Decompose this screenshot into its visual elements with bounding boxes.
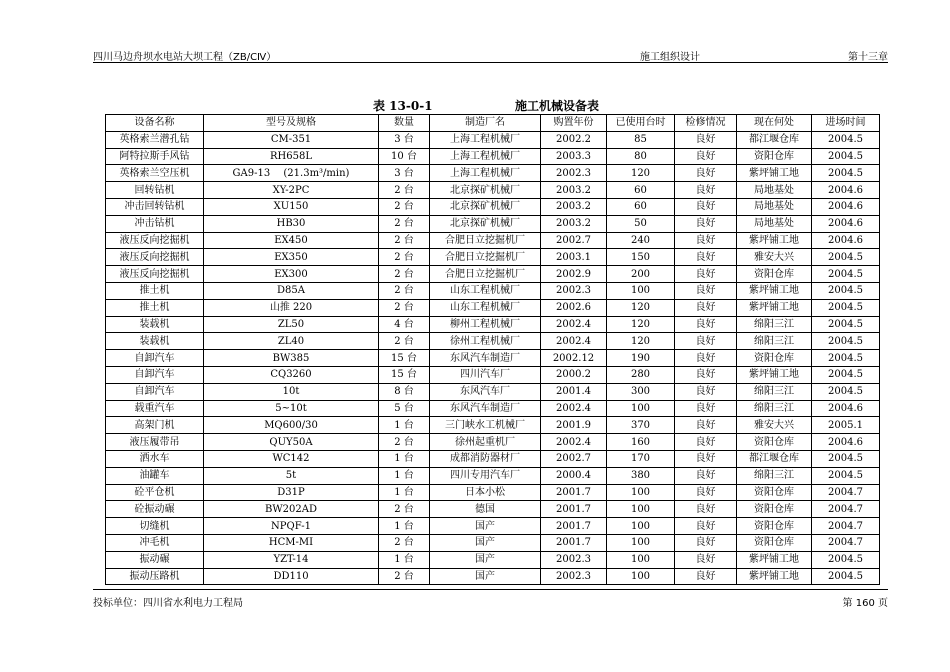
table-cell: 冲毛机 <box>106 534 204 551</box>
table-cell: 良好 <box>675 165 737 182</box>
table-row <box>106 266 880 283</box>
table-cell: 100 <box>607 551 675 568</box>
table-cell: EX350 <box>204 249 379 266</box>
table-cell: 150 <box>607 249 675 266</box>
table-cell: WC142 <box>204 450 379 467</box>
table-row <box>106 198 880 215</box>
table-cell: NPQF-1 <box>204 518 379 535</box>
table-cell: 合肥日立挖掘机厂 <box>430 266 541 283</box>
table-cell: 2000.2 <box>541 366 607 383</box>
table-cell: 良好 <box>675 148 737 165</box>
table-cell: 自卸汽车 <box>106 366 204 383</box>
table-cell: 10t <box>204 383 379 400</box>
table-row <box>106 249 880 266</box>
table-row <box>106 165 880 182</box>
table-cell: 100 <box>607 518 675 535</box>
table-cell: 2003.1 <box>541 249 607 266</box>
table-cell: 2002.4 <box>541 333 607 350</box>
column-header: 检修情况 <box>675 115 737 132</box>
table-cell: XU150 <box>204 198 379 215</box>
table-cell: 良好 <box>675 484 737 501</box>
table-cell: 冲击回转钻机 <box>106 198 204 215</box>
table-cell: DD110 <box>204 568 379 585</box>
table-cell: 液压履带吊 <box>106 434 204 451</box>
table-cell: BW202AD <box>204 501 379 518</box>
chapter-label: 第十三章 <box>848 52 888 63</box>
table-cell: MQ600/30 <box>204 417 379 434</box>
column-header: 进场时间 <box>812 115 880 132</box>
table-cell: 国产 <box>430 534 541 551</box>
table-cell: 2004.5 <box>812 366 880 383</box>
column-header: 制造厂名 <box>430 115 541 132</box>
table-cell: 徐州工程机械厂 <box>430 333 541 350</box>
table-cell: 2004.6 <box>812 232 880 249</box>
table-number: 表 13-0-1 <box>373 99 433 113</box>
table-cell: 山东工程机械厂 <box>430 282 541 299</box>
table-cell: 280 <box>607 366 675 383</box>
table-cell: 良好 <box>675 366 737 383</box>
table-cell: 2002.3 <box>541 551 607 568</box>
table-cell: 120 <box>607 316 675 333</box>
table-cell: 2002.3 <box>541 165 607 182</box>
table-cell: 2001.7 <box>541 501 607 518</box>
table-cell: 资阳仓库 <box>737 484 812 501</box>
table-cell: 3 台 <box>379 165 430 182</box>
table-cell: 2002.4 <box>541 400 607 417</box>
section-name: 施工组织设计 <box>640 52 700 63</box>
table-cell: 300 <box>607 383 675 400</box>
table-cell: 1 台 <box>379 417 430 434</box>
table-cell: 资阳仓库 <box>737 518 812 535</box>
table-cell: 绵阳三江 <box>737 400 812 417</box>
column-header: 数量 <box>379 115 430 132</box>
table-cell: 2 台 <box>379 333 430 350</box>
table-cell: BW385 <box>204 350 379 367</box>
table-cell: 洒水车 <box>106 450 204 467</box>
table-cell: 装载机 <box>106 333 204 350</box>
table-cell: 380 <box>607 467 675 484</box>
table-cell: 英格索兰空压机 <box>106 165 204 182</box>
table-row <box>106 350 880 367</box>
table-cell: 砼振动碾 <box>106 501 204 518</box>
table-cell: 2002.7 <box>541 450 607 467</box>
column-header: 设备名称 <box>106 115 204 132</box>
table-cell: 良好 <box>675 215 737 232</box>
table-body <box>106 131 880 585</box>
table-cell: 日本小松 <box>430 484 541 501</box>
table-cell: 资阳仓库 <box>737 534 812 551</box>
table-cell: 2004.5 <box>812 282 880 299</box>
bidder-label: 投标单位：四川省水利电力工程局 <box>93 598 243 609</box>
table-cell: 冲击钻机 <box>106 215 204 232</box>
table-cell: 局地基处 <box>737 215 812 232</box>
table-cell: 4 台 <box>379 316 430 333</box>
table-cell: 2004.5 <box>812 467 880 484</box>
table-cell: 都江堰仓库 <box>737 131 812 148</box>
table-cell: 高架门机 <box>106 417 204 434</box>
table-cell: 2004.5 <box>812 551 880 568</box>
table-cell: 良好 <box>675 232 737 249</box>
table-cell: 自卸汽车 <box>106 383 204 400</box>
table-cell: 良好 <box>675 534 737 551</box>
table-cell: 阿特拉斯手风钻 <box>106 148 204 165</box>
table-cell: 2005.1 <box>812 417 880 434</box>
table-cell: 2002.4 <box>541 316 607 333</box>
table-cell: 都江堰仓库 <box>737 450 812 467</box>
table-cell: 上海工程机械厂 <box>430 131 541 148</box>
page-footer <box>93 594 888 608</box>
table-cell: 2001.7 <box>541 534 607 551</box>
table-cell: 良好 <box>675 182 737 199</box>
table-cell: 良好 <box>675 568 737 585</box>
table-cell: 2004.6 <box>812 198 880 215</box>
table-cell: 2 台 <box>379 232 430 249</box>
table-cell: 徐州起重机厂 <box>430 434 541 451</box>
table-cell: 2 台 <box>379 534 430 551</box>
table-cell: 2001.9 <box>541 417 607 434</box>
table-cell: 良好 <box>675 299 737 316</box>
table-cell: 国产 <box>430 568 541 585</box>
table-cell: 2002.3 <box>541 282 607 299</box>
table-cell: CQ3260 <box>204 366 379 383</box>
table-cell: 2 台 <box>379 215 430 232</box>
table-cell: 局地基处 <box>737 182 812 199</box>
table-cell: 良好 <box>675 316 737 333</box>
table-row <box>106 467 880 484</box>
table-cell: 东风汽车制造厂 <box>430 400 541 417</box>
table-cell: 2004.5 <box>812 131 880 148</box>
table-cell: 170 <box>607 450 675 467</box>
table-cell: 2002.6 <box>541 299 607 316</box>
table-cell: 2002.2 <box>541 131 607 148</box>
table-cell: ZL50 <box>204 316 379 333</box>
table-cell: 雅安大兴 <box>737 417 812 434</box>
table-cell: 2004.5 <box>812 333 880 350</box>
table-cell: 2004.5 <box>812 249 880 266</box>
table-cell: 2 台 <box>379 249 430 266</box>
column-header: 购置年份 <box>541 115 607 132</box>
column-header: 已使用台时 <box>607 115 675 132</box>
table-cell: 四川专用汽车厂 <box>430 467 541 484</box>
table-cell: ZL40 <box>204 333 379 350</box>
table-cell: CM-351 <box>204 131 379 148</box>
table-cell: 240 <box>607 232 675 249</box>
table-title <box>0 97 950 113</box>
table-cell: 2004.6 <box>812 215 880 232</box>
table-cell: 2000.4 <box>541 467 607 484</box>
table-cell: 推土机 <box>106 299 204 316</box>
table-cell: 良好 <box>675 450 737 467</box>
table-cell: 2 台 <box>379 568 430 585</box>
table-cell: 1 台 <box>379 450 430 467</box>
table-cell: 100 <box>607 484 675 501</box>
table-row <box>106 131 880 148</box>
table-cell: 370 <box>607 417 675 434</box>
table-cell: 上海工程机械厂 <box>430 148 541 165</box>
table-cell: 120 <box>607 333 675 350</box>
table-cell: 5~10t <box>204 400 379 417</box>
table-row <box>106 484 880 501</box>
table-cell: 良好 <box>675 383 737 400</box>
table-cell: 1 台 <box>379 551 430 568</box>
table-cell: 50 <box>607 215 675 232</box>
table-cell: 北京探矿机械厂 <box>430 215 541 232</box>
table-cell: 良好 <box>675 551 737 568</box>
table-cell: 绵阳三江 <box>737 467 812 484</box>
table-cell: 2 台 <box>379 198 430 215</box>
table-cell: RH658L <box>204 148 379 165</box>
table-row <box>106 366 880 383</box>
table-cell: 振动碾 <box>106 551 204 568</box>
table-cell: 2 台 <box>379 266 430 283</box>
table-cell: 1 台 <box>379 518 430 535</box>
table-cell: 绵阳三江 <box>737 383 812 400</box>
table-cell: 1 台 <box>379 467 430 484</box>
table-cell: 振动压路机 <box>106 568 204 585</box>
table-row <box>106 316 880 333</box>
table-cell: 紫坪铺工地 <box>737 282 812 299</box>
table-cell: HB30 <box>204 215 379 232</box>
table-cell: 上海工程机械厂 <box>430 165 541 182</box>
table-cell: 液压反向挖掘机 <box>106 232 204 249</box>
table-row <box>106 333 880 350</box>
table-cell: 2002.12 <box>541 350 607 367</box>
table-cell: 2004.5 <box>812 165 880 182</box>
column-header: 现在何处 <box>737 115 812 132</box>
table-cell: 2004.6 <box>812 434 880 451</box>
table-cell: 2002.3 <box>541 568 607 585</box>
table-cell: 2004.5 <box>812 350 880 367</box>
table-row <box>106 232 880 249</box>
table-cell: 2004.5 <box>812 299 880 316</box>
table-cell: 3 台 <box>379 131 430 148</box>
table-cell: 良好 <box>675 467 737 484</box>
table-cell: 良好 <box>675 282 737 299</box>
table-cell: 良好 <box>675 518 737 535</box>
table-cell: 合肥日立挖掘机厂 <box>430 232 541 249</box>
table-cell: 190 <box>607 350 675 367</box>
table-cell: 良好 <box>675 350 737 367</box>
equipment-table <box>105 114 880 585</box>
table-row <box>106 282 880 299</box>
table-row <box>106 148 880 165</box>
table-cell: 10 台 <box>379 148 430 165</box>
table-cell: 北京探矿机械厂 <box>430 182 541 199</box>
table-cell: 2004.7 <box>812 484 880 501</box>
table-cell: 2003.2 <box>541 198 607 215</box>
table-cell: 2001.7 <box>541 518 607 535</box>
table-row <box>106 534 880 551</box>
table-cell: 2003.2 <box>541 182 607 199</box>
table-cell: YZT-14 <box>204 551 379 568</box>
table-cell: 紫坪铺工地 <box>737 232 812 249</box>
table-row <box>106 501 880 518</box>
table-cell: 2004.6 <box>812 400 880 417</box>
table-cell: D85A <box>204 282 379 299</box>
table-cell: 2004.5 <box>812 266 880 283</box>
project-name: 四川马边舟坝水电站大坝工程（ZB/CⅣ） <box>93 52 277 63</box>
table-cell: 1 台 <box>379 484 430 501</box>
table-cell: 紫坪铺工地 <box>737 299 812 316</box>
table-cell: 砼平仓机 <box>106 484 204 501</box>
table-cell: 2004.7 <box>812 518 880 535</box>
table-row <box>106 383 880 400</box>
table-cell: 局地基处 <box>737 198 812 215</box>
table-cell: 四川汽车厂 <box>430 366 541 383</box>
table-cell: 2004.5 <box>812 383 880 400</box>
table-cell: 良好 <box>675 333 737 350</box>
header-rule <box>93 62 888 63</box>
table-cell: 成都消防器材厂 <box>430 450 541 467</box>
table-cell: 2004.7 <box>812 534 880 551</box>
table-cell: 2004.5 <box>812 148 880 165</box>
table-cell: 2004.5 <box>812 568 880 585</box>
table-cell: 60 <box>607 198 675 215</box>
table-cell: 2 台 <box>379 501 430 518</box>
page-header <box>93 46 888 62</box>
table-cell: 2004.7 <box>812 501 880 518</box>
table-cell: 2002.7 <box>541 232 607 249</box>
table-cell: EX450 <box>204 232 379 249</box>
table-cell: 三门峡水工机械厂 <box>430 417 541 434</box>
table-cell: 国产 <box>430 518 541 535</box>
table-cell: 资阳仓库 <box>737 501 812 518</box>
table-cell: 良好 <box>675 249 737 266</box>
table-cell: 120 <box>607 299 675 316</box>
table-cell: 推土机 <box>106 282 204 299</box>
table-cell: 绵阳三江 <box>737 333 812 350</box>
table-cell: 85 <box>607 131 675 148</box>
table-cell: 油罐车 <box>106 467 204 484</box>
table-cell: 2001.4 <box>541 383 607 400</box>
table-cell: HCM-MI <box>204 534 379 551</box>
table-cell: 良好 <box>675 417 737 434</box>
table-row <box>106 518 880 535</box>
table-cell: 2 台 <box>379 299 430 316</box>
table-cell: 合肥日立挖掘机厂 <box>430 249 541 266</box>
table-cell: 资阳仓库 <box>737 148 812 165</box>
table-cell: 紫坪铺工地 <box>737 366 812 383</box>
table-cell: 2003.2 <box>541 215 607 232</box>
table-cell: 回转钻机 <box>106 182 204 199</box>
table-row <box>106 299 880 316</box>
table-cell: 资阳仓库 <box>737 350 812 367</box>
table-cell: 东风汽车厂 <box>430 383 541 400</box>
table-row <box>106 182 880 199</box>
table-cell: 2004.6 <box>812 182 880 199</box>
table-cell: 东风汽车制造厂 <box>430 350 541 367</box>
table-cell: 80 <box>607 148 675 165</box>
table-row <box>106 400 880 417</box>
table-cell: 60 <box>607 182 675 199</box>
table-cell: 液压反向挖掘机 <box>106 266 204 283</box>
table-cell: 100 <box>607 568 675 585</box>
table-cell: 5t <box>204 467 379 484</box>
table-cell: 2004.5 <box>812 316 880 333</box>
column-header: 型号及规格 <box>204 115 379 132</box>
table-cell: EX300 <box>204 266 379 283</box>
table-cell: 山推 220 <box>204 299 379 316</box>
table-cell: 柳州工程机械厂 <box>430 316 541 333</box>
table-name: 施工机械设备表 <box>515 99 600 113</box>
table-cell: 紫坪铺工地 <box>737 568 812 585</box>
table-cell: 英格索兰潜孔钻 <box>106 131 204 148</box>
table-cell: 2003.3 <box>541 148 607 165</box>
table-cell: 液压反向挖掘机 <box>106 249 204 266</box>
table-row <box>106 215 880 232</box>
table-row <box>106 417 880 434</box>
table-cell: 装载机 <box>106 316 204 333</box>
table-cell: 100 <box>607 501 675 518</box>
table-cell: 雅安大兴 <box>737 249 812 266</box>
table-cell: 120 <box>607 165 675 182</box>
table-cell: 100 <box>607 282 675 299</box>
table-cell: 2 台 <box>379 182 430 199</box>
table-cell: 良好 <box>675 434 737 451</box>
table-cell: 山东工程机械厂 <box>430 299 541 316</box>
table-cell: 良好 <box>675 131 737 148</box>
table-cell: 15 台 <box>379 350 430 367</box>
table-cell: 资阳仓库 <box>737 434 812 451</box>
table-cell: 5 台 <box>379 400 430 417</box>
table-cell: 良好 <box>675 198 737 215</box>
table-row <box>106 450 880 467</box>
page-number: 第 160 页 <box>842 598 888 609</box>
table-cell: XY-2PC <box>204 182 379 199</box>
table-cell: 2 台 <box>379 434 430 451</box>
table-cell: 100 <box>607 534 675 551</box>
table-cell: 良好 <box>675 266 737 283</box>
table-cell: 资阳仓库 <box>737 266 812 283</box>
table-cell: 北京探矿机械厂 <box>430 198 541 215</box>
table-cell: D31P <box>204 484 379 501</box>
table-cell: 良好 <box>675 501 737 518</box>
table-cell: QUY50A <box>204 434 379 451</box>
table-cell: 良好 <box>675 400 737 417</box>
table-row <box>106 551 880 568</box>
table-cell: 2002.9 <box>541 266 607 283</box>
table-cell: 100 <box>607 400 675 417</box>
table-cell: 绵阳三江 <box>737 316 812 333</box>
table-cell: 自卸汽车 <box>106 350 204 367</box>
table-header-row <box>106 115 880 132</box>
table-cell: 紫坪铺工地 <box>737 551 812 568</box>
table-cell: 8 台 <box>379 383 430 400</box>
table-cell: 160 <box>607 434 675 451</box>
table-cell: 2 台 <box>379 282 430 299</box>
table-cell: GA9-13 (21.3m³/min) <box>204 165 379 182</box>
table-cell: 15 台 <box>379 366 430 383</box>
footer-rule <box>93 589 888 590</box>
table-cell: 200 <box>607 266 675 283</box>
table-cell: 载重汽车 <box>106 400 204 417</box>
table-cell: 德国 <box>430 501 541 518</box>
table-cell: 紫坪铺工地 <box>737 165 812 182</box>
table-row <box>106 434 880 451</box>
table-cell: 2004.5 <box>812 450 880 467</box>
table-row <box>106 568 880 585</box>
table-cell: 2001.7 <box>541 484 607 501</box>
table-cell: 2002.4 <box>541 434 607 451</box>
table-cell: 切缝机 <box>106 518 204 535</box>
table-cell: 国产 <box>430 551 541 568</box>
